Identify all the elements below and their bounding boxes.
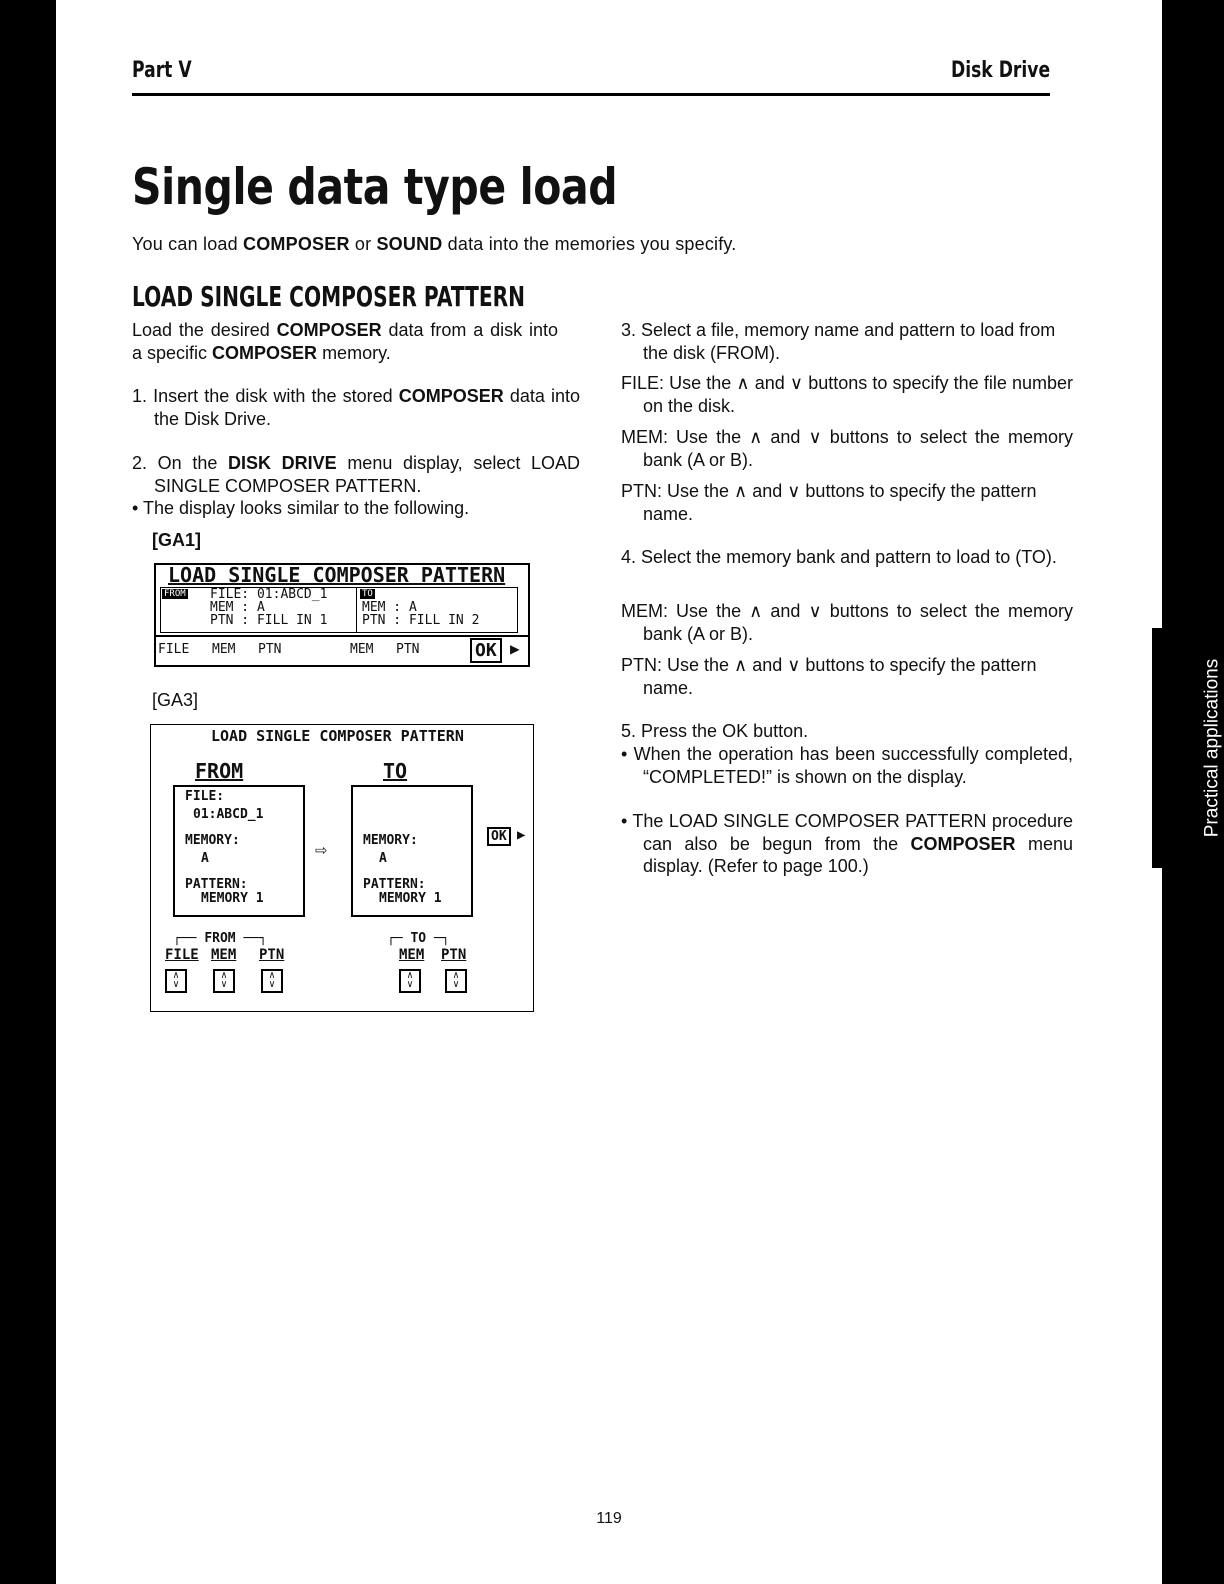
header-rule: [132, 93, 1050, 96]
left-paragraph: Load the desired COMPOSER data from a disk into a specific COMPOSER memory.: [132, 320, 558, 363]
header-section: Disk Drive: [950, 58, 1050, 83]
ga1-from-tag: FROM: [164, 589, 186, 599]
intro-paragraph: You can load COMPOSER or SOUND data into the memories you specify.: [132, 234, 737, 254]
bullet-completed: • When the operation has been successfully completed, “COMPLETED!” is shown on the display.: [621, 744, 1073, 787]
left-page-edge: [0, 0, 56, 1584]
ga1-mem-to: MEM : A: [362, 600, 417, 615]
ga3-to-memory-value: A: [379, 851, 387, 866]
ga1-display: [154, 563, 530, 667]
bullet-display: • The display looks similar to the following.: [132, 498, 470, 518]
header-part: Part V: [132, 58, 192, 83]
ga1-divider: [356, 587, 357, 632]
ga1-to-tag: TO: [362, 589, 373, 599]
ga1-to-ptn-button[interactable]: PTN: [396, 642, 420, 657]
ga3-to-heading: TO: [383, 759, 408, 783]
mem-instruction-from: MEM: Use the ∧ and ∨ buttons to select the memory bank (A or B).: [621, 427, 1073, 470]
ga3-from-group-label: ┌── FROM ──┐: [173, 931, 267, 946]
ptn-instruction-to: PTN: Use the ∧ and ∨ buttons to specify the pattern name.: [621, 655, 1037, 698]
ga3-from-heading: FROM: [195, 759, 244, 783]
ga3-to-pattern-label: PATTERN:: [363, 877, 426, 892]
ga1-label: [GA1]: [152, 530, 201, 550]
ga1-ptn-from: PTN : FILL IN 1: [210, 613, 328, 628]
ga1-to-mem-button[interactable]: MEM: [350, 642, 374, 657]
ga3-display: [150, 724, 534, 1012]
ga3-label: [GA3]: [152, 690, 199, 710]
ga3-memory-label: MEMORY:: [185, 833, 240, 848]
ga3-to-group-label: ┌─ TO ─┐: [387, 931, 450, 946]
ga1-ok-button[interactable]: OK: [470, 638, 502, 663]
ga3-mem-updown-button[interactable]: ∧ ∨: [213, 969, 235, 993]
ga3-memory-value: A: [201, 851, 209, 866]
section-heading: LOAD SINGLE COMPOSER PATTERN: [132, 280, 525, 313]
ga1-separator: [154, 635, 528, 637]
bullet-composer: • The LOAD SINGLE COMPOSER PATTERN procedure can also be begun from the COMPOSER menu display. (Refer to page 100.): [621, 811, 1073, 876]
ptn-instruction-from: PTN: Use the ∧ and ∨ buttons to specify the pattern name.: [621, 481, 1037, 524]
page-number: 119: [596, 1510, 622, 1527]
ga3-to-mem-updown-button[interactable]: ∧ ∨: [399, 969, 421, 993]
page-title: Single data type load: [132, 158, 618, 216]
ga3-file-label: FILE:: [185, 789, 225, 804]
ga3-file-updown-button[interactable]: ∧ ∨: [165, 969, 187, 993]
ga3-to-ptn-updown-button[interactable]: ∧ ∨: [445, 969, 467, 993]
play-arrow-icon: ▶: [517, 827, 526, 843]
ga3-to-mem-button-label: MEM: [399, 947, 425, 963]
ga3-title: LOAD SINGLE COMPOSER PATTERN: [211, 727, 464, 745]
arrow-right-icon: ⇨: [315, 837, 328, 861]
ga1-ptn-to: PTN : FILL IN 2: [362, 613, 480, 628]
step-2: 2. On the DISK DRIVE menu display, select LOAD SINGLE COMPOSER PATTERN.: [132, 453, 580, 496]
play-arrow-icon: ▶: [510, 639, 520, 658]
ga1-ptn-button[interactable]: PTN: [258, 642, 282, 657]
ga1-file: FILE: 01:ABCD_1: [210, 587, 328, 602]
ga1-mem-from: MEM : A: [210, 600, 265, 615]
ga3-file-button-label: FILE: [165, 947, 199, 963]
step-3: 3. Select a file, memory name and pattern to load from the disk (FROM).: [621, 320, 1056, 363]
ga1-file-button[interactable]: FILE: [158, 642, 190, 657]
ga3-to-ptn-button-label: PTN: [441, 947, 467, 963]
ga3-ok-button[interactable]: OK: [487, 827, 511, 846]
mem-instruction-to: MEM: Use the ∧ and ∨ buttons to select the memory bank (A or B).: [621, 601, 1073, 644]
ga1-mem-button[interactable]: MEM: [212, 642, 236, 657]
ga3-pattern-label: PATTERN:: [185, 877, 248, 892]
step-5: 5. Press the OK button.: [621, 721, 809, 741]
ga3-file-value: 01:ABCD_1: [193, 807, 264, 822]
side-tab-label: Practical applications: [1201, 658, 1222, 838]
step-1: 1. Insert the disk with the stored COMPOSER data into the Disk Drive.: [132, 386, 580, 429]
file-instruction: FILE: Use the ∧ and ∨ buttons to specify the file number on the disk.: [621, 373, 1073, 416]
ga3-to-memory-label: MEMORY:: [363, 833, 418, 848]
ga3-to-pattern-value: MEMORY 1: [379, 891, 442, 906]
ga3-pattern-value: MEMORY 1: [201, 891, 264, 906]
page: [56, 0, 1162, 1584]
step-4: 4. Select the memory bank and pattern to load to (TO).: [621, 547, 1057, 567]
ga3-ptn-button-label: PTN: [259, 947, 285, 963]
ga1-title: LOAD SINGLE COMPOSER PATTERN: [168, 563, 506, 587]
ga3-ptn-updown-button[interactable]: ∧ ∨: [261, 969, 283, 993]
ga3-mem-button-label: MEM: [211, 947, 237, 963]
